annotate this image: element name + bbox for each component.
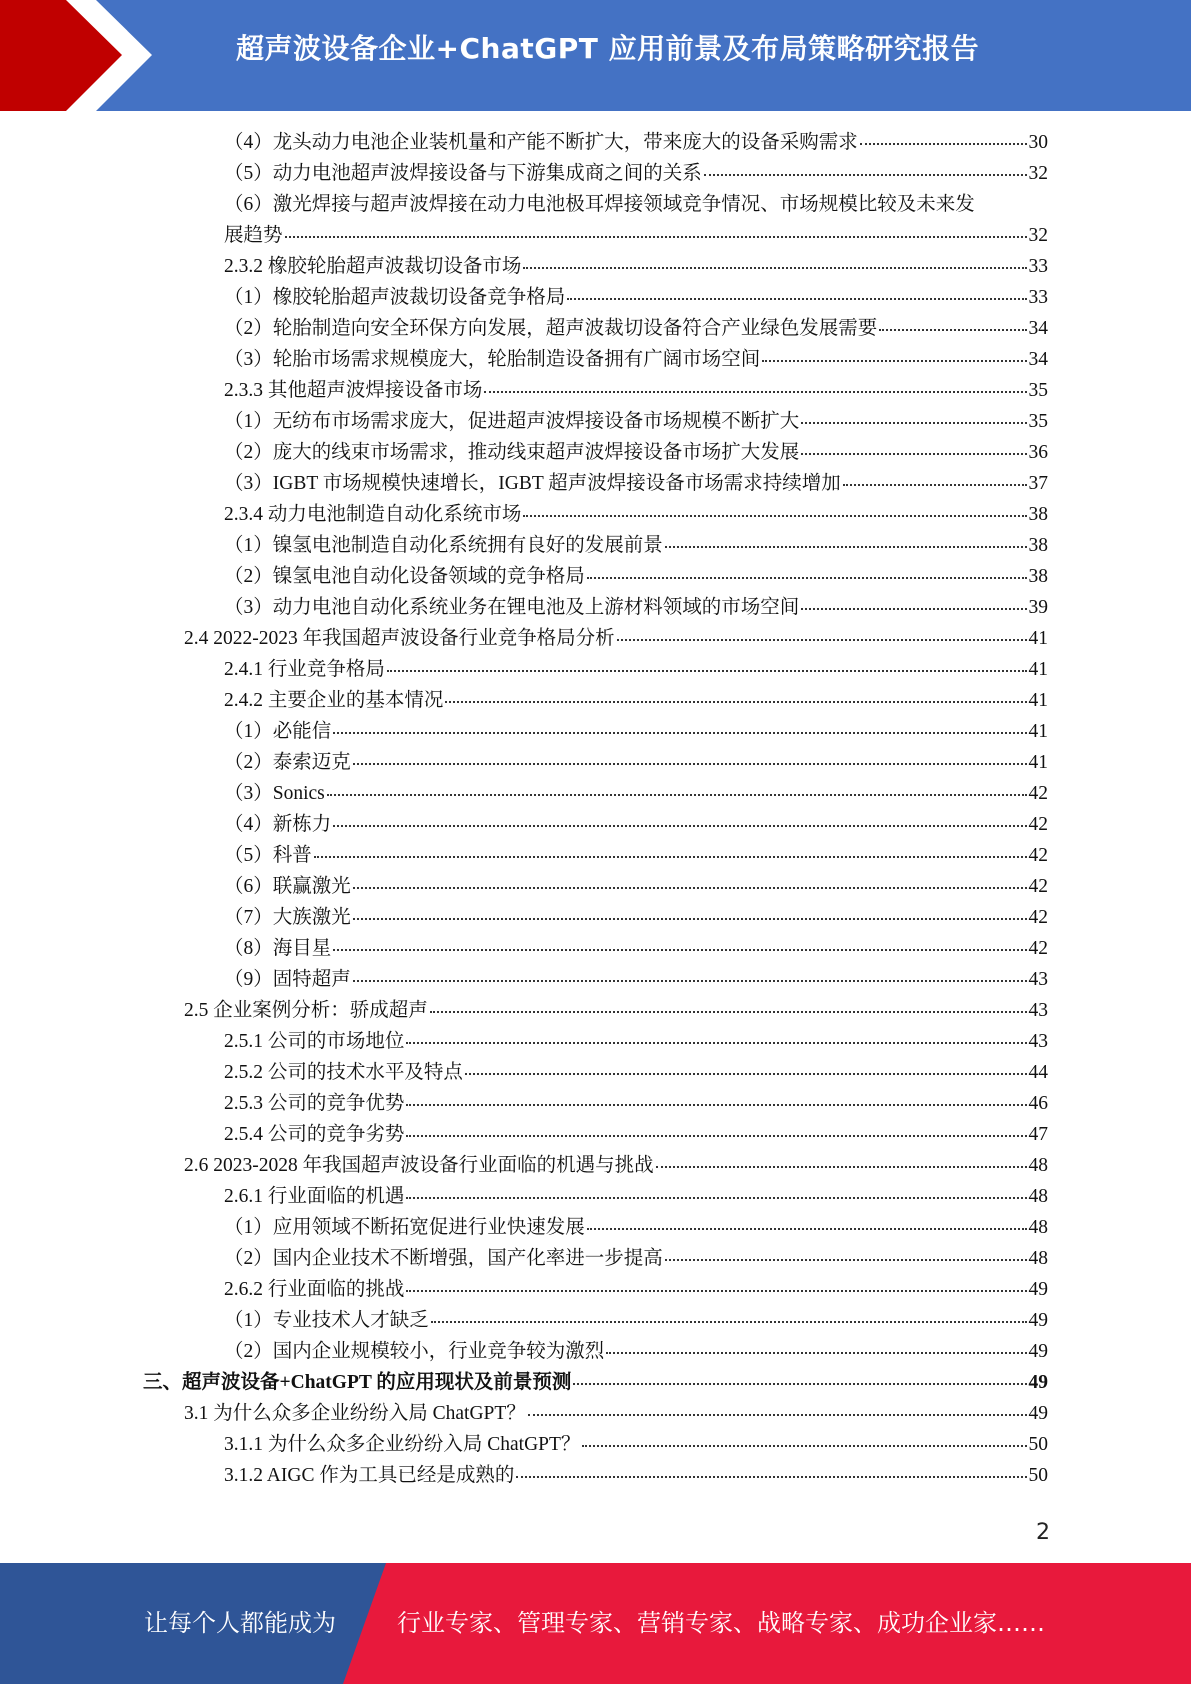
toc-entry[interactable]	[184, 1398, 1048, 1429]
toc-entry-page: 42	[1028, 876, 1048, 897]
toc-entry-title: （3）Sonics	[224, 783, 325, 804]
toc-entry[interactable]	[224, 902, 1048, 933]
toc-entry-page: 39	[1028, 597, 1048, 618]
toc-entry-page: 47	[1028, 1124, 1048, 1145]
toc-entry-title: 3.1 为什么众多企业纷纷入局 ChatGPT？	[184, 1403, 526, 1424]
toc-entry-page: 41	[1028, 752, 1048, 773]
toc-entry[interactable]	[224, 530, 1048, 561]
toc-entry-page: 48	[1028, 1186, 1048, 1207]
toc-entry[interactable]	[224, 344, 1048, 375]
toc-entry-title: （1）应用领域不断拓宽促进行业快速发展	[224, 1217, 585, 1238]
toc-entry-title: 2.5.4 公司的竞争劣势	[224, 1124, 405, 1145]
toc-entry-title: （6）联赢激光	[224, 876, 351, 897]
toc-entry-page: 50	[1028, 1434, 1048, 1455]
toc-entry-title: 2.5 企业案例分析：骄成超声	[184, 1000, 428, 1021]
toc-leader-dots	[665, 1258, 1027, 1261]
toc-leader-dots	[387, 669, 1027, 672]
toc-entry[interactable]	[224, 592, 1048, 623]
toc-entry-page: 30	[1028, 132, 1048, 153]
toc-entry[interactable]	[224, 127, 1048, 158]
toc-entry-page: 43	[1028, 969, 1048, 990]
toc-entry-page: 37	[1028, 473, 1048, 494]
toc-entry-title: 2.3.2 橡胶轮胎超声波裁切设备市场	[224, 256, 522, 277]
toc-leader-dots	[567, 297, 1026, 300]
report-title: 超声波设备企业+ChatGPT 应用前景及布局策略研究报告	[236, 32, 980, 65]
toc-entry[interactable]	[224, 313, 1048, 344]
toc-entry-page: 36	[1028, 442, 1048, 463]
toc-entry-title: （2）庞大的线束市场需求，推动线束超声波焊接设备市场扩大发展	[224, 442, 800, 463]
toc-entry-page: 42	[1028, 907, 1048, 928]
page-footer	[0, 1563, 1191, 1684]
toc-entry-title: 3.1.1 为什么众多企业纷纷入局 ChatGPT？	[224, 1434, 581, 1455]
toc-leader-dots	[465, 1072, 1027, 1075]
toc-entry[interactable]	[224, 840, 1048, 871]
toc-entry[interactable]	[224, 933, 1048, 964]
toc-entry[interactable]	[224, 685, 1048, 716]
toc-leader-dots	[801, 421, 1026, 424]
toc-entry[interactable]	[224, 654, 1048, 685]
toc-entry[interactable]	[224, 1026, 1048, 1057]
toc-leader-dots	[406, 1134, 1026, 1137]
toc-entry-title: （3）IGBT 市场规模快速增长，IGBT 超声波焊接设备市场需求持续增加	[224, 473, 841, 494]
toc-leader-dots	[353, 979, 1027, 982]
toc-leader-dots	[516, 1475, 1026, 1478]
toc-leader-dots	[430, 1010, 1027, 1013]
toc-entry[interactable]	[224, 716, 1048, 747]
toc-entry-title: （7）大族激光	[224, 907, 351, 928]
toc-leader-dots	[484, 390, 1026, 393]
toc-entry[interactable]	[224, 778, 1048, 809]
toc-entry-title: （5）动力电池超声波焊接设备与下游集成商之间的关系	[224, 163, 702, 184]
toc-entry-title: （4）龙头动力电池企业装机量和产能不断扩大，带来庞大的设备采购需求	[224, 132, 858, 153]
toc-leader-dots	[406, 1103, 1026, 1106]
toc-entry[interactable]	[224, 1088, 1048, 1119]
toc-leader-dots	[431, 1320, 1027, 1323]
toc-entry-page: 34	[1028, 349, 1048, 370]
toc-entry[interactable]	[224, 1119, 1048, 1150]
toc-entry[interactable]	[224, 158, 1048, 189]
toc-entry-page: 43	[1028, 1000, 1048, 1021]
toc-entry-page: 32	[1028, 225, 1048, 246]
toc-leader-dots	[333, 731, 1026, 734]
toc-entry-page: 38	[1028, 504, 1048, 525]
toc-entry[interactable]	[184, 623, 1048, 654]
toc-entry-title: 2.5.2 公司的技术水平及特点	[224, 1062, 463, 1083]
toc-entry[interactable]	[224, 499, 1048, 530]
toc-leader-dots	[285, 235, 1027, 238]
footer-slogan-left: 让每个人都能成为	[144, 1609, 336, 1637]
toc-entry-title: （2）泰索迈克	[224, 752, 351, 773]
toc-leader-dots	[406, 1289, 1026, 1292]
toc-entry-title: 3.1.2 AIGC 作为工具已经是成熟的	[224, 1465, 515, 1486]
toc-entry-title: 2.4.1 行业竞争格局	[224, 659, 385, 680]
toc-entry-page: 32	[1028, 163, 1048, 184]
toc-entry[interactable]	[224, 468, 1048, 499]
toc-entry-page: 41	[1028, 659, 1048, 680]
toc-entry-page: 41	[1028, 690, 1048, 711]
toc-entry-title: 2.5.3 公司的竞争优势	[224, 1093, 405, 1114]
toc-entry-page: 49	[1028, 1279, 1048, 1300]
toc-entry-title: （3）动力电池自动化系统业务在锂电池及上游材料领域的市场空间	[224, 597, 800, 618]
toc-entry-page: 35	[1028, 411, 1048, 432]
toc-leader-dots	[801, 452, 1026, 455]
toc-entry[interactable]	[224, 964, 1048, 995]
toc-entry[interactable]	[224, 1274, 1048, 1305]
page-number: 2	[1036, 1520, 1050, 1545]
toc-entry-page: 43	[1028, 1031, 1048, 1052]
toc-leader-dots	[528, 1413, 1027, 1416]
toc-entry[interactable]	[224, 1057, 1048, 1088]
toc-entry-title: （2）镍氢电池自动化设备领域的竞争格局	[224, 566, 585, 587]
toc-entry-title: （1）专业技术人才缺乏	[224, 1310, 429, 1331]
toc-leader-dots	[587, 576, 1027, 579]
toc-entry-page: 42	[1028, 783, 1048, 804]
toc-entry-title: （2）轮胎制造向安全环保方向发展，超声波裁切设备符合产业绿色发展需要	[224, 318, 878, 339]
toc-entry-title: （2）国内企业规模较小，行业竞争较为激烈	[224, 1341, 605, 1362]
toc-entry-page: 44	[1028, 1062, 1048, 1083]
page-header	[0, 0, 1191, 111]
toc-entry[interactable]	[224, 1305, 1048, 1336]
toc-entry-page: 48	[1028, 1155, 1048, 1176]
toc-entry-title: （2）国内企业技术不断增强，国产化率进一步提高	[224, 1248, 663, 1269]
toc-leader-dots	[843, 483, 1027, 486]
toc-entry-page: 35	[1028, 380, 1048, 401]
toc-entry-page: 38	[1028, 566, 1048, 587]
toc-entry-title: （1）镍氢电池制造自动化系统拥有良好的发展前景	[224, 535, 663, 556]
toc-entry-page: 41	[1028, 721, 1048, 742]
toc-entry[interactable]	[224, 282, 1048, 313]
toc-entry[interactable]	[224, 251, 1048, 282]
toc-leader-dots	[879, 328, 1026, 331]
toc-entry-page: 49	[1028, 1341, 1048, 1362]
toc-entry-page: 49	[1028, 1310, 1048, 1331]
toc-entry-title: 三、超声波设备+ChatGPT 的应用现状及前景预测	[143, 1372, 572, 1393]
toc-entry-page: 42	[1028, 814, 1048, 835]
toc-entry[interactable]	[224, 1460, 1048, 1491]
toc-entry-page: 42	[1028, 845, 1048, 866]
toc-entry[interactable]	[224, 871, 1048, 902]
toc-entry-title: 2.3.3 其他超声波焊接设备市场	[224, 380, 483, 401]
toc-entry-title: （5）科普	[224, 845, 312, 866]
toc-entry[interactable]	[184, 995, 1048, 1026]
footer-slogan-right: 行业专家、管理专家、营销专家、战略专家、成功企业家……	[397, 1609, 1045, 1637]
toc-entry-title: （3）轮胎市场需求规模庞大，轮胎制造设备拥有广阔市场空间	[224, 349, 761, 370]
toc-entry-title: （4）新栋力	[224, 814, 332, 835]
toc-entry[interactable]	[224, 1243, 1048, 1274]
toc-entry-page: 48	[1028, 1217, 1048, 1238]
toc-entry-page: 49	[1028, 1372, 1048, 1393]
toc-leader-dots	[523, 514, 1026, 517]
toc-entry-title: 2.3.4 动力电池制造自动化系统市场	[224, 504, 522, 525]
toc-entry-title: 2.4 2022-2023 年我国超声波设备行业竞争格局分析	[184, 628, 615, 649]
toc-entry[interactable]	[184, 1150, 1048, 1181]
toc-entry-title: （9）固特超声	[224, 969, 351, 990]
toc-entry-title: 展趋势	[224, 225, 283, 246]
toc-entry-title: （1）橡胶轮胎超声波裁切设备竞争格局	[224, 287, 566, 308]
toc-leader-dots	[762, 359, 1026, 362]
toc-leader-dots	[606, 1351, 1026, 1354]
toc-entry-wrapped-line[interactable]: （6）激光焊接与超声波焊接在动力电池极耳焊接领域竞争情况、市场规模比较及未来发	[224, 194, 975, 215]
toc-entry[interactable]	[224, 437, 1048, 468]
toc-leader-dots	[314, 855, 1027, 858]
toc-entry[interactable]	[224, 1336, 1048, 1367]
toc-leader-dots	[801, 607, 1026, 610]
toc-entry-title: 2.6.2 行业面临的挑战	[224, 1279, 405, 1300]
toc-leader-dots	[523, 266, 1026, 269]
toc-entry-title: （1）必能信	[224, 721, 332, 742]
toc-entry-page: 48	[1028, 1248, 1048, 1269]
toc-entry-page: 50	[1028, 1465, 1048, 1486]
toc-leader-dots	[333, 824, 1026, 827]
toc-leader-dots	[587, 1227, 1027, 1230]
toc-chapter-entry[interactable]	[143, 1367, 1048, 1398]
toc-leader-dots	[353, 917, 1027, 920]
toc-entry-title: 2.6.1 行业面临的机遇	[224, 1186, 405, 1207]
toc-leader-dots	[333, 948, 1026, 951]
toc-leader-dots	[656, 1165, 1027, 1168]
toc-entry[interactable]	[224, 561, 1048, 592]
toc-entry-title: （8）海目星	[224, 938, 332, 959]
toc-leader-dots	[860, 142, 1027, 145]
toc-leader-dots	[353, 886, 1027, 889]
toc-leader-dots	[327, 793, 1027, 796]
toc-leader-dots	[704, 173, 1027, 176]
toc-entry-page: 34	[1028, 318, 1048, 339]
toc-entry-page: 42	[1028, 938, 1048, 959]
toc-entry[interactable]	[224, 375, 1048, 406]
toc-entry-title: 2.5.1 公司的市场地位	[224, 1031, 405, 1052]
toc-entry[interactable]	[224, 1181, 1048, 1212]
toc-entry-page: 33	[1028, 256, 1048, 277]
toc-leader-dots	[353, 762, 1027, 765]
toc-entry[interactable]	[224, 809, 1048, 840]
toc-entry-page: 49	[1028, 1403, 1048, 1424]
toc-entry-title: 2.6 2023-2028 年我国超声波设备行业面临的机遇与挑战	[184, 1155, 654, 1176]
toc-leader-dots	[406, 1196, 1026, 1199]
toc-entry-title: 2.4.2 主要企业的基本情况	[224, 690, 444, 711]
toc-entry-title: （1）无纺布市场需求庞大，促进超声波焊接设备市场规模不断扩大	[224, 411, 800, 432]
toc-entry[interactable]	[224, 747, 1048, 778]
toc-leader-dots	[665, 545, 1027, 548]
toc-leader-dots	[573, 1382, 1026, 1385]
toc-entry[interactable]	[224, 220, 1048, 251]
toc-leader-dots	[406, 1041, 1026, 1044]
toc-entry[interactable]	[224, 1212, 1048, 1243]
toc-entry-page: 33	[1028, 287, 1048, 308]
toc-leader-dots	[617, 638, 1027, 641]
toc-leader-dots	[582, 1444, 1026, 1447]
toc-entry-page: 46	[1028, 1093, 1048, 1114]
toc-entry-page: 38	[1028, 535, 1048, 556]
toc-leader-dots	[445, 700, 1026, 703]
toc-entry-page: 41	[1028, 628, 1048, 649]
toc-entry[interactable]	[224, 1429, 1048, 1460]
toc-entry[interactable]	[224, 406, 1048, 437]
